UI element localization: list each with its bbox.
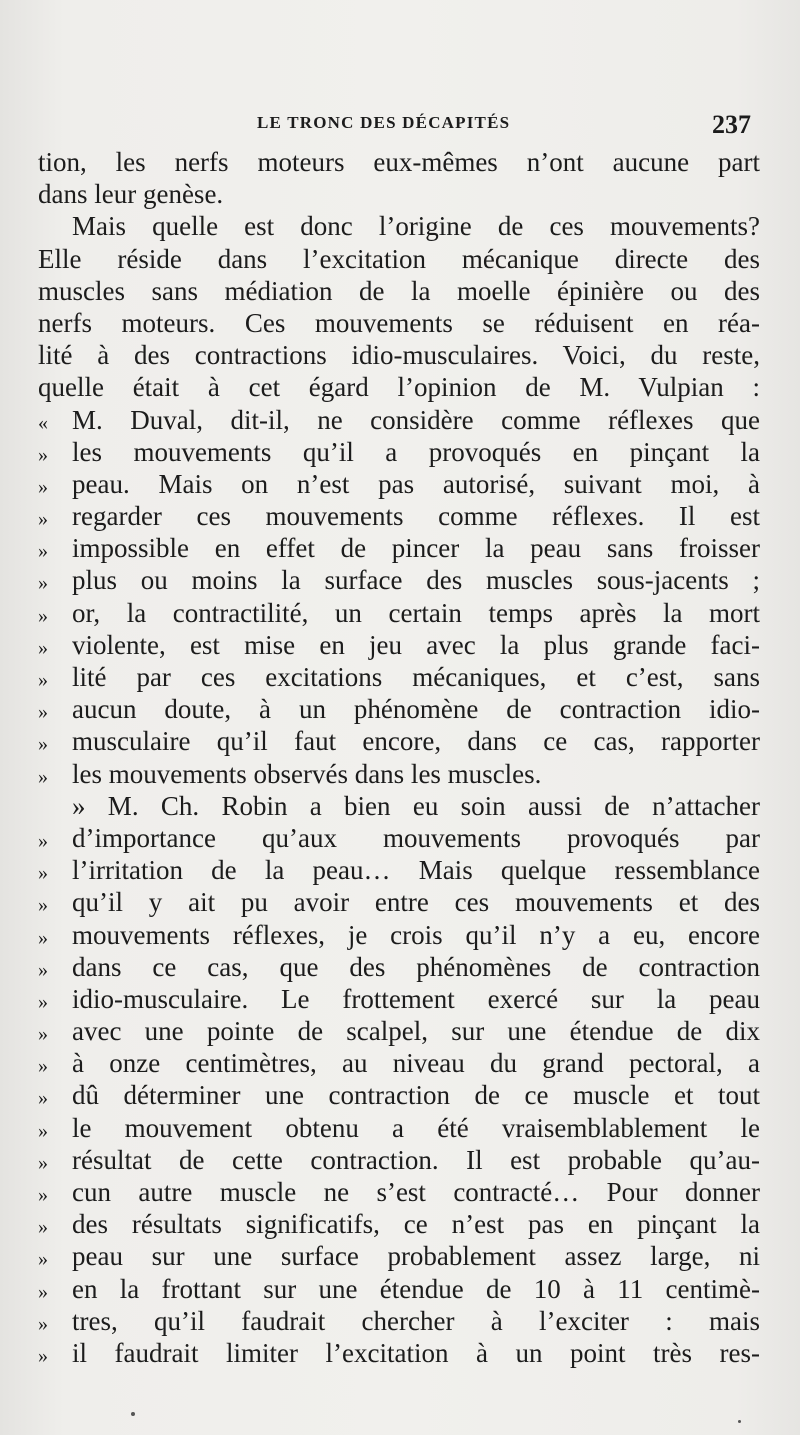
quote-line <box>38 1144 760 1176</box>
line-text: qu’il y ait pu avoir entre ces mouvements et des <box>72 887 760 918</box>
line-text: les mouvements qu’il a provoqués en pinçant la <box>72 436 760 467</box>
quote-line <box>38 1208 760 1240</box>
quote-mark: » <box>38 1055 48 1078</box>
quote-line <box>38 886 760 918</box>
quote-line <box>38 597 760 629</box>
quote-mark: » <box>38 1119 48 1142</box>
line-text: des résultats significatifs, ce n’est pas en pinçant la <box>72 1209 760 1240</box>
ink-speck <box>738 1420 741 1423</box>
quote-line <box>38 1112 760 1144</box>
quote-line <box>38 629 760 661</box>
quote-mark: » <box>38 733 48 756</box>
line-text: musculaire qu’il faut encore, dans ce cas, rapporter <box>72 726 760 757</box>
quote-line <box>38 1240 760 1272</box>
line-text: » M. Ch. Robin a bien eu soin aussi de n’attacher <box>72 790 760 821</box>
quote-line <box>38 822 760 854</box>
quote-mark: » <box>38 894 48 917</box>
quote-mark: » <box>38 1184 48 1206</box>
quote-mark: » <box>38 1344 48 1367</box>
quote-line <box>38 532 760 564</box>
quote-mark: » <box>38 1248 48 1271</box>
line-text: avec une pointe de scalpel, sur une étendue de dix <box>72 1016 760 1047</box>
quote-line <box>38 661 760 693</box>
line-text: peau sur une surface probablement assez large, ni <box>72 1241 760 1272</box>
line-text: violente, est mise en jeu avec la plus grande faci- <box>72 629 760 660</box>
line-text: lité par ces excitations mécaniques, et c’est, sans <box>72 662 760 692</box>
line-text: quelle était à cet égard l’opinion de M. Vulpian : <box>38 372 760 403</box>
line-text: le mouvement obtenu a été vraisemblablement le <box>72 1112 760 1143</box>
line-text: dû déterminer une contraction de ce muscle et tout <box>72 1080 760 1111</box>
quote-line <box>38 854 760 886</box>
quote-line <box>38 1015 760 1047</box>
quote-mark: » <box>38 765 48 788</box>
quote-line <box>38 725 760 757</box>
quote-line <box>38 919 760 951</box>
quote-mark: » <box>38 604 48 627</box>
quote-line <box>38 1305 760 1337</box>
text-line <box>38 210 760 242</box>
body-text <box>38 146 760 1369</box>
line-text: peau. Mais on n’est pas autorisé, suivant moi, à <box>72 468 760 499</box>
page-number: 237 <box>712 110 751 139</box>
quote-mark: » <box>38 862 48 885</box>
text-line <box>38 178 760 210</box>
line-text: aucun doute, à un phénomène de contraction idio- <box>72 694 760 725</box>
quote-mark: » <box>38 669 48 691</box>
line-text: tion, les nerfs moteurs eux-mêmes n’ont aucune part <box>38 147 760 177</box>
quote-mark: » <box>38 572 48 595</box>
quote-line <box>38 1047 760 1079</box>
line-text: muscles sans médiation de la moelle épinière ou des <box>38 275 760 306</box>
quote-line <box>38 1337 760 1369</box>
line-text: regarder ces mouvements comme réflexes. Il est <box>72 501 760 532</box>
line-text: impossible en effet de pincer la peau sans froisser <box>72 533 760 564</box>
quote-mark: » <box>38 701 48 724</box>
quote-mark: » <box>38 829 48 852</box>
text-line <box>38 790 760 822</box>
quote-mark: » <box>38 1023 48 1046</box>
line-text: en la frottant sur une étendue de 10 à 11 centimè- <box>72 1273 760 1304</box>
quote-mark: » <box>38 475 48 498</box>
quote-mark: » <box>38 1312 48 1335</box>
quote-mark: » <box>38 540 48 563</box>
line-text: idio-musculaire. Le frottement exercé sur la peau <box>72 983 760 1014</box>
quote-mark: » <box>38 636 48 659</box>
line-text: plus ou moins la surface des muscles sous-jacents ; <box>72 565 760 596</box>
quote-mark: » <box>38 990 48 1013</box>
line-text: M. Duval, dit-il, ne considère comme réflexes que <box>72 404 760 435</box>
quote-line <box>38 404 760 436</box>
text-line <box>38 339 760 371</box>
line-text: mouvements réflexes, je crois qu’il n’y a eu, encore <box>72 919 760 950</box>
ink-speck <box>131 1412 135 1416</box>
quote-line <box>38 564 760 596</box>
quote-line <box>38 1273 760 1305</box>
running-head <box>0 110 800 140</box>
line-text: Mais quelle est donc l’origine de ces mouvements? <box>72 211 760 242</box>
line-text: dans ce cas, que des phénomènes de contraction <box>72 951 760 982</box>
text-line <box>38 307 760 339</box>
quote-mark: » <box>38 443 48 466</box>
quote-line <box>38 758 760 790</box>
quote-mark: » <box>38 1087 48 1110</box>
quote-line <box>38 693 760 725</box>
quote-line <box>38 951 760 983</box>
line-text: or, la contractilité, un certain temps après la mort <box>72 597 760 628</box>
quote-line <box>38 1176 760 1208</box>
line-text: il faudrait limiter l’excitation à un point très res- <box>72 1337 760 1368</box>
quote-mark: » <box>38 508 48 531</box>
running-title: LE TRONC DES DÉCAPITÉS <box>257 113 511 132</box>
quote-mark: » <box>38 926 48 949</box>
line-text: les mouvements observés dans les muscles. <box>72 758 542 789</box>
line-text: tres, qu’il faudrait chercher à l’exciter : mais <box>72 1305 760 1336</box>
line-text: dans leur genèse. <box>38 179 224 210</box>
line-text: Elle réside dans l’excitation mécanique directe des <box>38 243 760 274</box>
quote-line <box>38 500 760 532</box>
quote-mark: » <box>38 1280 48 1303</box>
quote-mark: « <box>38 411 48 434</box>
text-line <box>38 243 760 275</box>
line-text: d’importance qu’aux mouvements provoqués par <box>72 822 760 853</box>
text-line <box>38 275 760 307</box>
quote-mark: » <box>38 958 48 981</box>
quote-line <box>38 468 760 500</box>
line-text: à onze centimètres, au niveau du grand pectoral, a <box>72 1048 760 1079</box>
quote-line <box>38 436 760 468</box>
text-line <box>38 371 760 403</box>
quote-line <box>38 983 760 1015</box>
line-text: nerfs moteurs. Ces mouvements se réduisent en réa- <box>38 307 760 338</box>
quote-line <box>38 1079 760 1111</box>
line-text: lité à des contractions idio-musculaires. Voici, du reste, <box>38 340 760 371</box>
quote-mark: » <box>38 1151 48 1174</box>
line-text: l’irritation de la peau… Mais quelque ressemblance <box>72 855 760 886</box>
text-line <box>38 146 760 178</box>
line-text: cun autre muscle ne s’est contracté… Pour donner <box>72 1177 760 1207</box>
line-text: résultat de cette contraction. Il est probable qu’au- <box>72 1144 760 1175</box>
quote-mark: » <box>38 1216 48 1239</box>
